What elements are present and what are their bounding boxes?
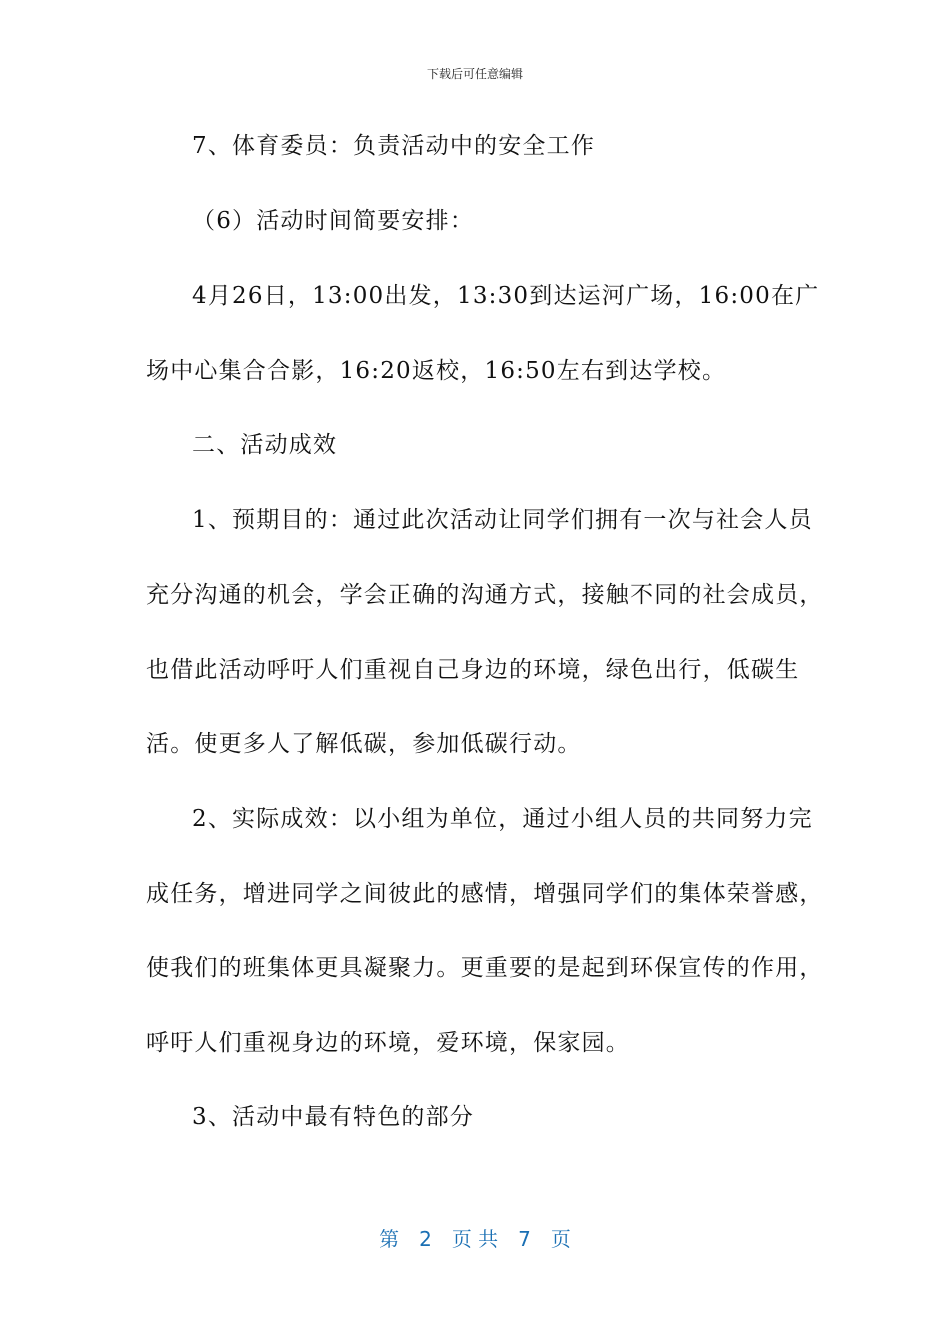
body-line: 4月26日，13:00出发，13:30到达运河广场，16:00在广 xyxy=(192,283,820,309)
page-header-note: 下载后可任意编辑 xyxy=(426,67,523,81)
body-line: 场中心集合合影，16:20返校，16:50左右到达学校。 xyxy=(146,358,727,384)
body-line: 活。使更多人了解低碳，参加低碳行动。 xyxy=(146,731,582,757)
body-line: 成任务，增进同学之间彼此的感情，增强同学们的集体荣誉感， xyxy=(146,881,824,907)
section-heading: 二、活动成效 xyxy=(192,432,338,458)
body-line: （6）活动时间简要安排： xyxy=(192,208,475,234)
body-line: 呼吁人们重视身边的环境，爱环境，保家园。 xyxy=(146,1030,630,1056)
body-line: 使我们的班集体更具凝聚力。更重要的是起到环保宣传的作用， xyxy=(146,955,824,981)
footer-current-page: 2 xyxy=(419,1227,432,1251)
body-line: 7、体育委员：负责活动中的安全工作 xyxy=(192,133,596,159)
footer-middle: 页 共 xyxy=(451,1227,499,1251)
body-line: 2、实际成效：以小组为单位，通过小组人员的共同努力完 xyxy=(192,806,813,832)
body-line: 1、预期目的：通过此次活动让同学们拥有一次与社会人员 xyxy=(192,507,813,533)
body-line: 充分沟通的机会，学会正确的沟通方式，接触不同的社会成员， xyxy=(146,582,824,608)
footer-suffix: 页 xyxy=(550,1227,571,1251)
body-line: 3、活动中最有特色的部分 xyxy=(192,1104,475,1130)
footer-prefix: 第 xyxy=(379,1227,400,1251)
body-line: 也借此活动呼吁人们重视自己身边的环境，绿色出行，低碳生 xyxy=(146,657,800,683)
page-number-footer xyxy=(0,1226,950,1252)
footer-total-pages: 7 xyxy=(518,1227,531,1251)
